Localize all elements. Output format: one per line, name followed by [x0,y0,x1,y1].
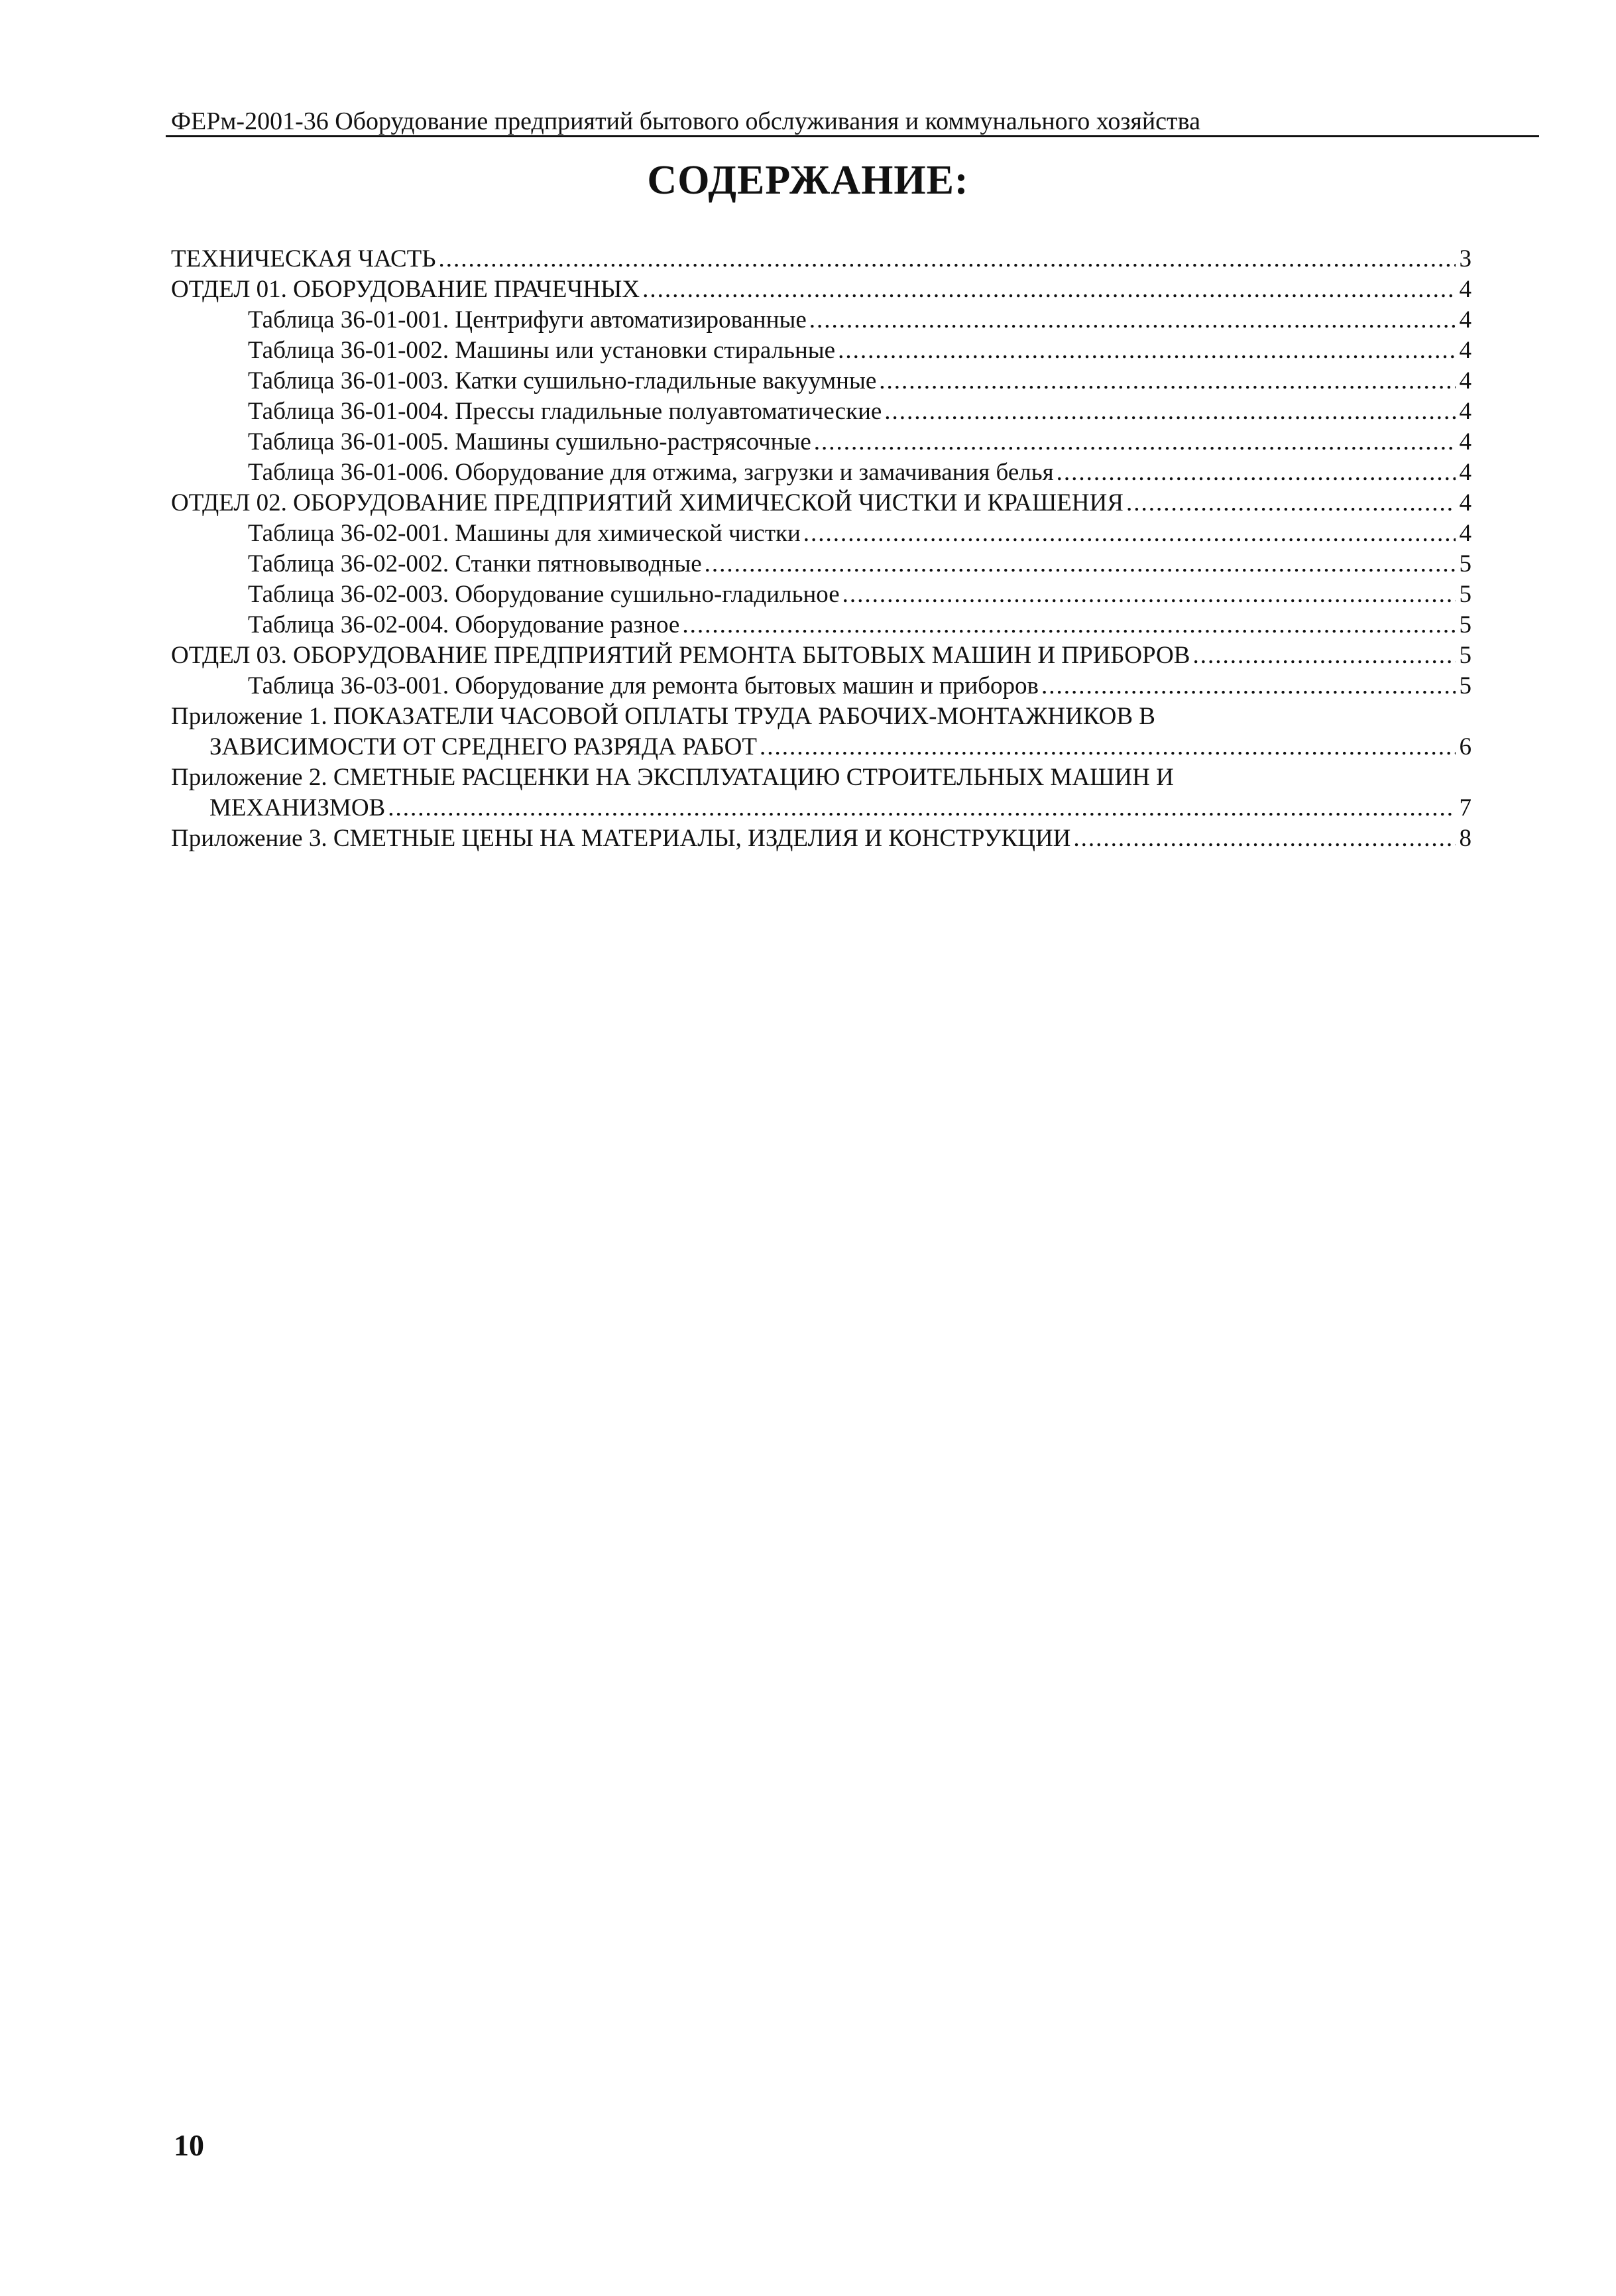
toc-entry-title: Таблица 36-01-002. Машины или установки стиральные [248,337,836,364]
toc-page-number: 4 [1459,306,1472,333]
toc-entry-title: Приложение 2. СМЕТНЫЕ РАСЦЕНКИ НА ЭКСПЛУАТАЦИЮ СТРОИТЕЛЬНЫХ МАШИН И [171,764,1174,791]
toc-entry-title: Таблица 36-02-002. Станки пятновыводные [248,550,702,577]
toc-leader-dots [642,274,1456,305]
toc-section-entry[interactable] [171,701,1472,762]
toc-entry-title: Таблица 36-02-003. Оборудование сушильно-гладильное [248,581,840,608]
toc-table-entry[interactable] [171,335,1472,366]
toc-table-entry[interactable] [171,610,1472,640]
toc-leader-dots [809,305,1456,335]
toc-entry-title-continued: МЕХАНИЗМОВ [209,794,386,821]
toc-section-entry[interactable] [171,640,1472,671]
toc-entry-title: Таблица 36-01-001. Центрифуги автоматизированные [248,306,807,333]
toc-page-number: 3 [1459,245,1472,272]
toc-page-number: 4 [1459,276,1472,303]
toc-leader-dots [1057,457,1456,488]
toc-table-entry[interactable] [171,305,1472,335]
toc-entry-title: ТЕХНИЧЕСКАЯ ЧАСТЬ [171,245,436,272]
toc-entry-title: Приложение 1. ПОКАЗАТЕЛИ ЧАСОВОЙ ОПЛАТЫ ТРУДА РАБОЧИХ-МОНТАЖНИКОВ В [171,703,1155,730]
toc-table-entry[interactable] [171,427,1472,457]
toc-leader-dots [884,396,1456,427]
toc-page-number: 4 [1459,367,1472,394]
page-number: 10 [174,2128,204,2162]
toc-table-entry[interactable] [171,549,1472,579]
toc-entry-title: Приложение 3. СМЕТНЫЕ ЦЕНЫ НА МАТЕРИАЛЫ, ИЗДЕЛИЯ И КОНСТРУКЦИИ [171,825,1071,852]
toc-leader-dots [803,518,1456,549]
toc-page-number: 7 [1459,794,1472,821]
toc-section-entry[interactable] [171,762,1472,823]
toc-page-number: 4 [1459,428,1472,455]
toc-entry-title: Таблица 36-01-003. Катки сушильно-гладильные вакуумные [248,367,877,394]
toc-entry-title-continued: ЗАВИСИМОСТИ ОТ СРЕДНЕГО РАЗРЯДА РАБОТ [209,733,757,760]
toc-leader-dots [438,244,1456,274]
toc-leader-dots [814,427,1456,457]
toc-entry-title: Таблица 36-01-004. Прессы гладильные полуавтоматические [248,398,882,425]
toc-leader-dots [760,732,1456,762]
toc-leader-dots [842,579,1456,610]
toc-leader-dots [1073,823,1456,854]
toc-entry-title: Таблица 36-02-001. Машины для химической чистки [248,520,801,547]
toc-section-entry[interactable] [171,244,1472,274]
toc-section-entry[interactable] [171,823,1472,854]
toc-section-entry[interactable] [171,274,1472,305]
toc-page-number: 6 [1459,733,1472,760]
toc-page-number: 5 [1459,581,1472,608]
toc-page-number: 5 [1459,611,1472,638]
toc-leader-dots [1041,671,1456,701]
toc-leader-dots [388,793,1456,823]
toc-page-number: 8 [1459,825,1472,852]
toc-table-entry[interactable] [171,579,1472,610]
toc-page-number: 5 [1459,672,1472,699]
toc-leader-dots [1192,640,1456,671]
table-of-contents [171,244,1472,854]
toc-page-number: 4 [1459,398,1472,425]
toc-entry-title: ОТДЕЛ 01. ОБОРУДОВАНИЕ ПРАЧЕЧНЫХ [171,276,640,303]
toc-leader-dots [879,366,1456,396]
toc-leader-dots [682,610,1456,640]
toc-table-entry[interactable] [171,396,1472,427]
header-rule [166,135,1539,137]
toc-page-number: 4 [1459,489,1472,516]
page-title: СОДЕРЖАНИЕ: [647,158,969,203]
toc-page-number: 5 [1459,642,1472,669]
toc-entry-title: ОТДЕЛ 02. ОБОРУДОВАНИЕ ПРЕДПРИЯТИЙ ХИМИЧЕСКОЙ ЧИСТКИ И КРАШЕНИЯ [171,489,1124,516]
toc-section-entry[interactable] [171,488,1472,518]
toc-table-entry[interactable] [171,671,1472,701]
toc-table-entry[interactable] [171,518,1472,549]
toc-leader-dots [838,335,1456,366]
toc-page-number: 5 [1459,550,1472,577]
toc-page-number: 4 [1459,459,1472,486]
toc-entry-title: Таблица 36-01-006. Оборудование для отжима, загрузки и замачивания белья [248,459,1054,486]
toc-leader-dots [705,549,1456,579]
toc-table-entry[interactable] [171,457,1472,488]
toc-page-number: 4 [1459,337,1472,364]
toc-table-entry[interactable] [171,366,1472,396]
toc-entry-title: Таблица 36-02-004. Оборудование разное [248,611,680,638]
toc-entry-title: Таблица 36-03-001. Оборудование для ремонта бытовых машин и приборов [248,672,1039,699]
toc-leader-dots [1126,488,1456,518]
running-header: ФЕРм-2001-36 Оборудование предприятий бытового обслуживания и коммунального хозяйства [171,107,1200,135]
toc-entry-title: ОТДЕЛ 03. ОБОРУДОВАНИЕ ПРЕДПРИЯТИЙ РЕМОНТА БЫТОВЫХ МАШИН И ПРИБОРОВ [171,642,1190,669]
toc-entry-title: Таблица 36-01-005. Машины сушильно-растрясочные [248,428,811,455]
toc-page-number: 4 [1459,520,1472,547]
